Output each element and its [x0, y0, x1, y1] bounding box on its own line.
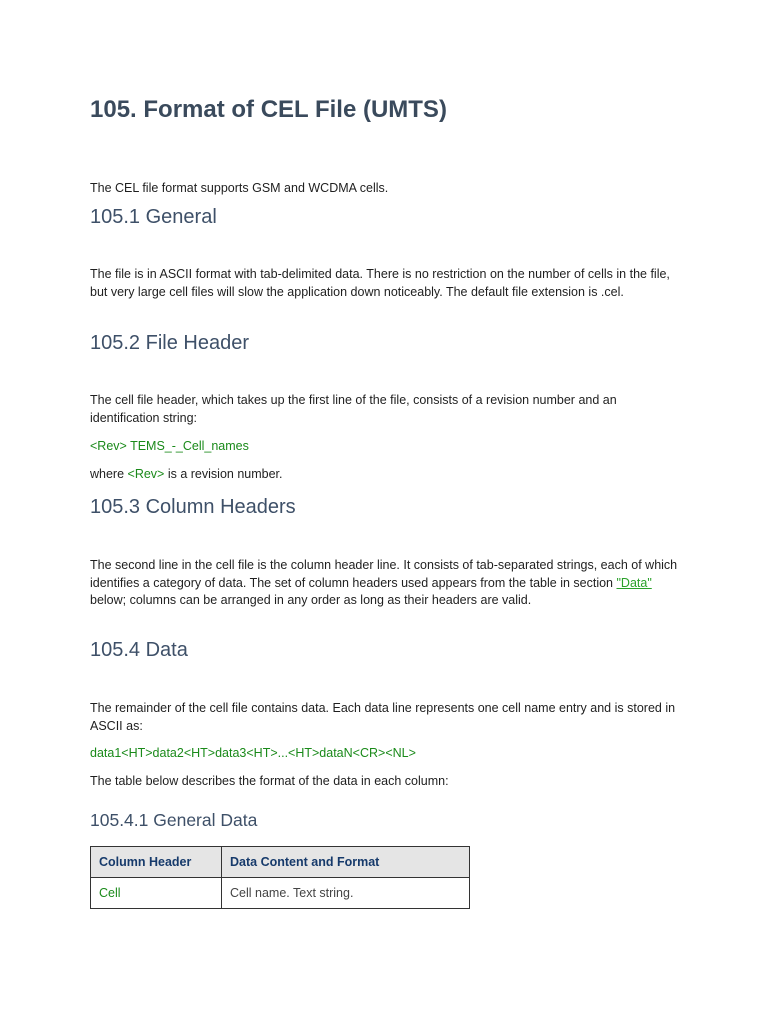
section-heading-file-header: 105.2 File Header [90, 332, 249, 354]
general-paragraph: The file is in ASCII format with tab-delimited data. There is no restriction on the number of cells in the file, but very large cell files will slow the application down noticeably. The default file extension is .cel. [90, 267, 670, 299]
file-header-code: <Rev> TEMS_-_Cell_names [90, 439, 249, 453]
where-prefix: where [90, 467, 128, 481]
table-cell: Cell [91, 878, 222, 909]
where-suffix: is a revision number. [164, 467, 283, 481]
intro-paragraph: The CEL file format supports GSM and WCDMA cells. [90, 181, 389, 195]
table-header-row [91, 847, 470, 878]
data-paragraph: The remainder of the cell file contains data. Each data line represents one cell name entry and is stored in ASCII as: [90, 701, 676, 733]
data-section-link[interactable]: "Data" [616, 575, 652, 590]
general-data-table [90, 846, 470, 909]
column-header-cell: Data Content and Format [222, 847, 470, 878]
table-cell: Cell name. Text string. [222, 878, 470, 909]
section-heading-column-headers: 105.3 Column Headers [90, 496, 296, 518]
file-header-paragraph: The cell file header, which takes up the first line of the file, consists of a revision number and an identification string: [90, 393, 617, 425]
where-code: <Rev> [127, 467, 165, 481]
column-headers-text-before: The second line in the cell file is the column header line. It consists of tab-separated strings, each of which identifies a category of data. The set of column headers used appears from the table in section [90, 558, 678, 590]
table-row [91, 878, 470, 909]
file-header-where [90, 466, 680, 484]
data-line-code: data1<HT>data2<HT>data3<HT>...<HT>dataN<CR><NL> [90, 746, 416, 760]
section-heading-data: 105.4 Data [90, 639, 188, 661]
section-heading-general-data: 105.4.1 General Data [90, 810, 258, 830]
page-title: 105. Format of CEL File (UMTS) [90, 96, 447, 123]
table-intro-paragraph: The table below describes the format of the data in each column: [90, 774, 449, 788]
section-heading-general: 105.1 General [90, 206, 217, 228]
column-headers-text-after: below; columns can be arranged in any order as long as their headers are valid. [90, 593, 532, 607]
column-header-cell: Column Header [91, 847, 222, 878]
column-headers-paragraph [90, 557, 680, 610]
